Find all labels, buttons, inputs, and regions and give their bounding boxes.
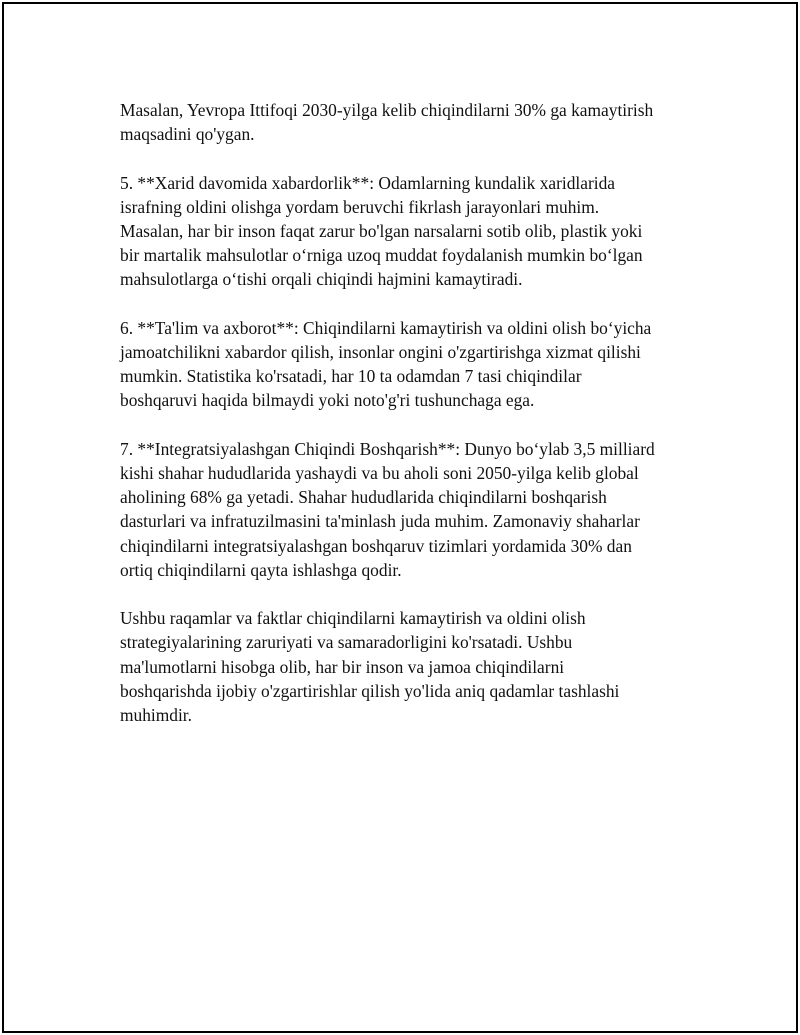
- document-page: [2, 2, 798, 1033]
- paragraph-conclusion: Ushbu raqamlar va faktlar chiqindilarni kamaytirish va oldini olish strategiyalarining zaruriyati va samaradorligini ko'rsatadi. Ushbu ma'lumotlarni hisobga olib, har bir inson va jamoa chiqindilarni boshqarishda ijobiy o'zgartirishlar qilish yo'lida aniq qadamlar tashlashi muhimdir.: [120, 608, 620, 726]
- paragraph-integrated-waste-management: 7. **Integratsiyalashgan Chiqindi Boshqarish**: Dunyo bo‘ylab 3,5 milliard kishi shahar hududlarida yashaydi va bu aholi soni 2050-yilga kelib global aholining 68% ga yetadi. Shahar hududlarida chiqindilarni boshqarish dasturlari va infratuzilmasini ta'minlash juda muhim. Zamonaviy shaharlar chiqindilarni integratsiyalashgan boshqaruv tizimlari yordamida 30% dan ortiq chiqindilarni qayta ishlashga qodir.: [120, 438, 655, 580]
- paragraph-purchase-awareness: 5. **Xarid davomida xabardorlik**: Odamlarning kundalik xaridlarida israfning oldini olishga yordam beruvchi fikrlash jarayonlari muhim. Masalan, har bir inson faqat zarur bo'lgan narsalarni sotib olib, plastik yoki bir martalik mahsulotlar o‘rniga uzoq muddat foydalanish mumkin bo‘lgan mahsulotlarga o‘tishi orqali chiqindi hajmini kamaytiradi.: [120, 172, 643, 290]
- paragraph-education-information: 6. **Ta'lim va axborot**: Chiqindilarni kamaytirish va oldini olish bo‘yicha jamoatchilikni xabardor qilish, insonlar ongini o'zgartirishga xizmat qilishi mumkin. Statistika ko'rsatadi, har 10 ta odamdan 7 tasi chiqindilar boshqaruvi haqida bilmaydi yoki noto'g'ri tushunchaga ega.: [120, 317, 652, 411]
- paragraph-eu-target: Masalan, Yevropa Ittifoqi 2030-yilga kelib chiqindilarni 30% ga kamaytirish maqsadini qo'ygan.: [120, 100, 654, 145]
- document-body: [120, 98, 700, 751]
